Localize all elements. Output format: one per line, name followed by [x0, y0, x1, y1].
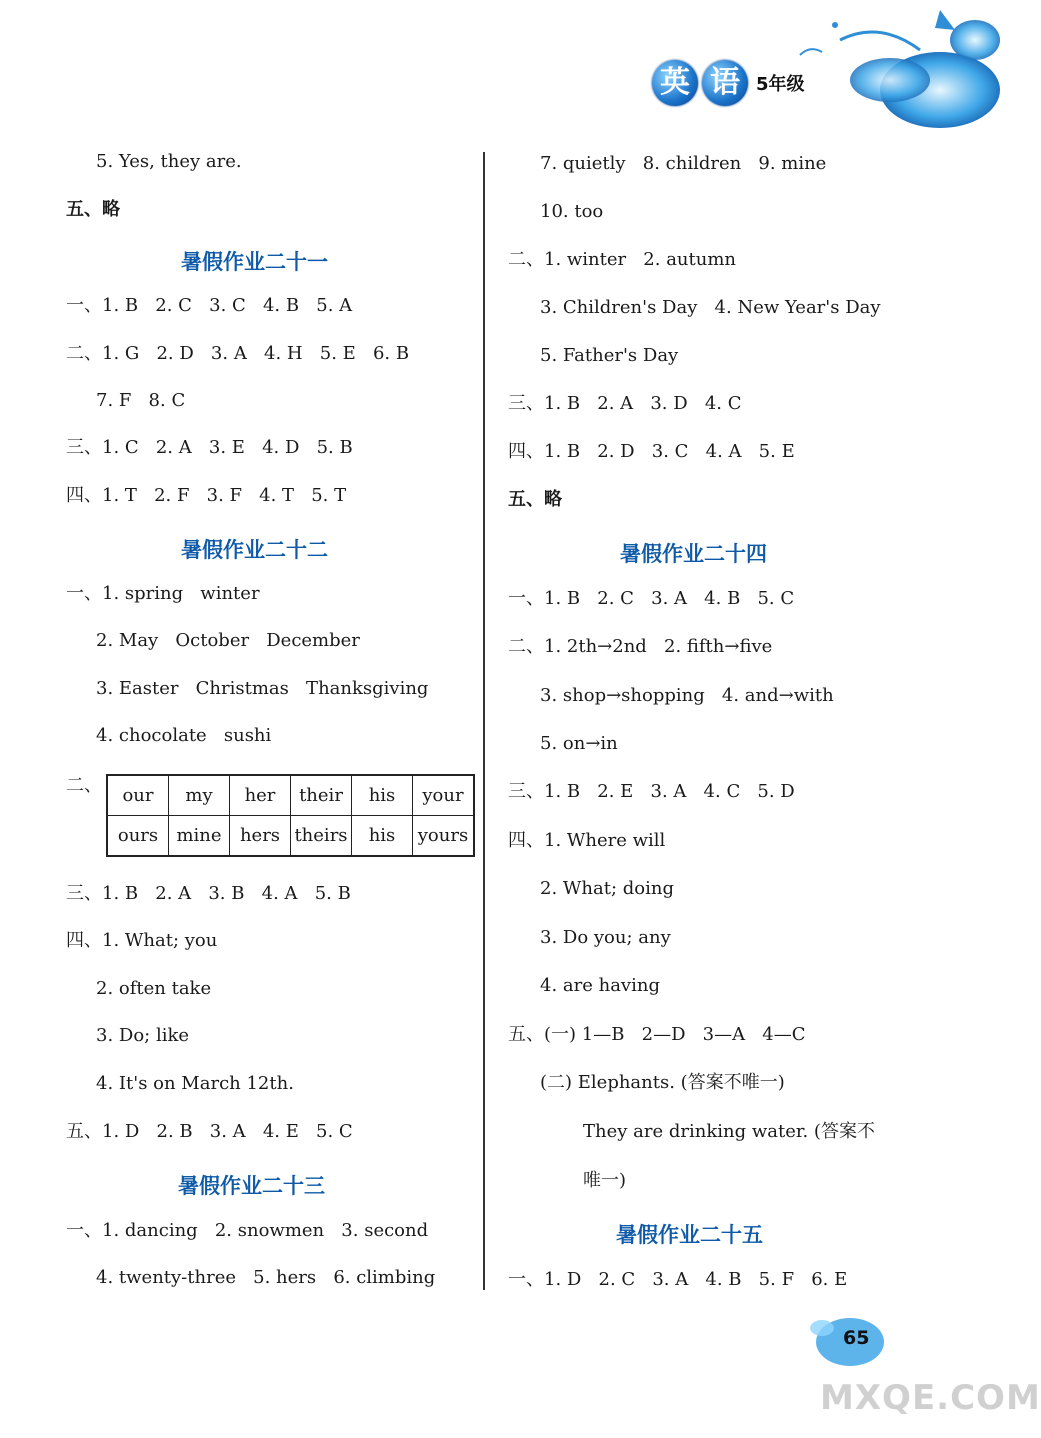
- answer-line: 7. F 8. C: [96, 390, 186, 411]
- answer-line: 3. Do you; any: [540, 927, 671, 948]
- table-cell: her: [230, 775, 291, 816]
- answer-line: 3. shop→shopping 4. and→with: [540, 685, 834, 706]
- answer-line: 一、1. dancing 2. snowmen 3. second: [66, 1220, 429, 1241]
- answer-line: 7. quietly 8. children 9. mine: [540, 153, 827, 174]
- book-title: [652, 60, 805, 106]
- table-cell: my: [169, 775, 230, 816]
- section-title: 暑假作业二十一: [181, 250, 328, 274]
- answer-line: 五、(一) 1—B 2—D 3—A 4—C: [508, 1024, 806, 1045]
- answer-line: 4. are having: [540, 975, 660, 996]
- subject-char-1: 英: [652, 60, 698, 106]
- subject-char-2: 语: [702, 60, 748, 106]
- table-cell: his: [352, 775, 413, 816]
- answer-line: 三、1. B 2. A 3. D 4. C: [508, 393, 742, 414]
- answer-line: 一、1. spring winter: [66, 583, 260, 604]
- answer-line: 二、1. winter 2. autumn: [508, 249, 737, 270]
- answer-line: 3. Children's Day 4. New Year's Day: [540, 297, 881, 318]
- page-number: 65: [843, 1327, 870, 1349]
- table-cell: their: [291, 775, 352, 816]
- table-cell: hers: [230, 816, 291, 857]
- answer-line: They are drinking water. (答案不: [583, 1121, 875, 1142]
- answer-line: 5. Yes, they are.: [96, 151, 242, 172]
- answer-line: 唯一): [583, 1170, 627, 1191]
- answer-line: 3. Do; like: [96, 1025, 190, 1046]
- answer-line: 10. too: [540, 201, 604, 222]
- answer-line: 五、1. D 2. B 3. A 4. E 5. C: [66, 1121, 353, 1142]
- watermark: MXQE.COM: [820, 1378, 1041, 1418]
- table-cell: yours: [413, 816, 475, 857]
- answer-line: 三、1. B 2. E 3. A 4. C 5. D: [508, 781, 795, 802]
- answer-line: 三、1. B 2. A 3. B 4. A 5. B: [66, 883, 351, 904]
- answer-line: 3. Easter Christmas Thanksgiving: [96, 678, 429, 699]
- answer-line: 二、1. G 2. D 3. A 4. H 5. E 6. B: [66, 343, 410, 364]
- answer-line: 4. twenty-three 5. hers 6. climbing: [96, 1267, 436, 1288]
- answer-line: 4. It's on March 12th.: [96, 1073, 294, 1094]
- table-cell: your: [413, 775, 475, 816]
- section-title: 暑假作业二十五: [616, 1223, 763, 1247]
- section-title: 暑假作业二十三: [178, 1174, 325, 1198]
- answer-line: (二) Elephants. (答案不唯一): [540, 1072, 785, 1093]
- table-cell: mine: [169, 816, 230, 857]
- section-title: 暑假作业二十四: [620, 542, 767, 566]
- answer-line: 一、1. B 2. C 3. C 4. B 5. A: [66, 295, 353, 316]
- table-cell: ours: [107, 816, 169, 857]
- grade-label: 5年级: [756, 74, 805, 95]
- answer-line: 2. May October December: [96, 630, 360, 651]
- answer-line: 二、: [66, 775, 102, 796]
- answer-line: 2. What; doing: [540, 878, 674, 899]
- answer-line: 一、1. D 2. C 3. A 4. B 5. F 6. E: [508, 1269, 848, 1290]
- table-cell: our: [107, 775, 169, 816]
- answer-line: 4. chocolate sushi: [96, 725, 272, 746]
- answer-line: 三、1. C 2. A 3. E 4. D 5. B: [66, 437, 353, 458]
- answer-line: 四、1. T 2. F 3. F 4. T 5. T: [66, 485, 347, 506]
- answer-line: 五、略: [508, 489, 562, 510]
- answer-line: 一、1. B 2. C 3. A 4. B 5. C: [508, 588, 795, 609]
- answer-line: 5. Father's Day: [540, 345, 679, 366]
- column-divider: [483, 152, 485, 1290]
- section-title: 暑假作业二十二: [181, 538, 328, 562]
- pronoun-table: [106, 774, 475, 857]
- table-cell: theirs: [291, 816, 352, 857]
- answer-line: 四、1. B 2. D 3. C 4. A 5. E: [508, 441, 795, 462]
- answer-line: 2. often take: [96, 978, 212, 999]
- answer-line: 四、1. What; you: [66, 930, 218, 951]
- answer-line: 5. on→in: [540, 733, 618, 754]
- table-cell: his: [352, 816, 413, 857]
- table-row: [107, 816, 474, 857]
- answer-line: 四、1. Where will: [508, 830, 666, 851]
- answer-line: 五、略: [66, 199, 120, 220]
- answer-line: 二、1. 2th→2nd 2. fifth→five: [508, 636, 773, 657]
- table-row: [107, 775, 474, 816]
